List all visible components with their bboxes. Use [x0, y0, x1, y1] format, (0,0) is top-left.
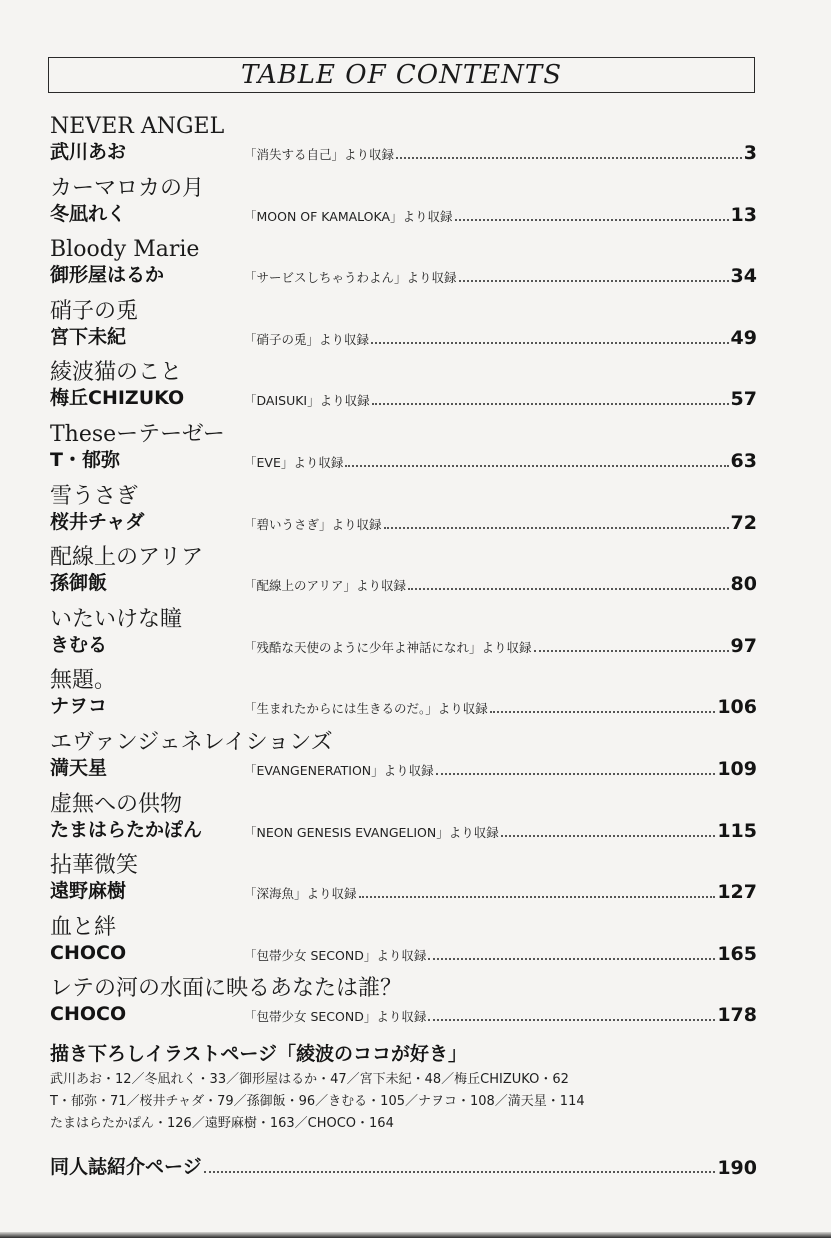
toc-entry	[50, 730, 757, 792]
entry-page-number: 106	[717, 696, 757, 719]
entry-author: たまはらたかぽん	[50, 818, 203, 841]
entry-page-number: 63	[730, 450, 757, 472]
entry-author: 桜井チャダ	[50, 510, 145, 533]
entry-author: 宮下未紀	[50, 325, 127, 348]
dot-leader	[436, 773, 716, 775]
entry-page-number: 115	[717, 819, 757, 842]
entry-page-number: 72	[730, 511, 757, 534]
page-title: TABLE OF CONTENTS	[240, 60, 563, 90]
toc-entry	[50, 915, 757, 977]
entry-page-number: 3	[743, 142, 757, 164]
entry-source-line	[244, 758, 757, 780]
toc-entry	[50, 484, 757, 546]
entry-author: 梅丘CHIZUKO	[50, 387, 185, 410]
entry-page-number: 97	[730, 634, 757, 657]
entry-page-number: 109	[717, 758, 757, 780]
entry-title: カーマロカの月	[50, 175, 205, 201]
entry-source: 「EVE」より収録	[244, 455, 344, 470]
entry-author: 遠野麻樹	[50, 880, 127, 903]
dot-leader	[372, 403, 729, 405]
toc-entry	[50, 176, 757, 238]
entry-source-line	[244, 881, 757, 903]
entry-source-line	[244, 573, 757, 595]
toc-entry	[50, 237, 757, 299]
dot-leader	[384, 527, 729, 529]
entry-source: 「包帯少女 SECOND」より収録	[244, 1009, 427, 1025]
entry-title: NEVER ANGEL	[50, 114, 225, 139]
dot-leader	[408, 588, 729, 590]
entry-source: 「残酷な天使のように少年よ神話になれ」より収録	[244, 639, 532, 655]
dot-leader	[359, 896, 716, 898]
entry-page-number: 13	[730, 203, 757, 226]
illustration-section-title: 描き下ろしイラストページ「綾波のココが好き」	[50, 1043, 468, 1065]
entry-source-line	[244, 1004, 757, 1026]
entry-title: いたいけな瞳	[50, 606, 183, 632]
entry-title: 血と絆	[50, 914, 117, 940]
entry-author: 満天星	[50, 757, 108, 779]
entry-source: 「サービスしちゃうわよん」より収録	[244, 270, 457, 286]
entry-source-line	[244, 204, 757, 226]
entry-page-number: 127	[717, 881, 757, 904]
entry-author: CHOCO	[50, 941, 127, 964]
entry-title: Bloody Marie	[50, 237, 200, 263]
entry-page-number: 49	[730, 326, 757, 349]
toc-entry	[50, 792, 757, 854]
toc-entry	[50, 114, 757, 176]
entry-title: 雪うさぎ	[50, 483, 139, 509]
entry-source-line	[244, 696, 757, 718]
page-bottom-edge	[0, 1232, 831, 1238]
entry-title: 拈華微笑	[50, 853, 139, 879]
toc-header-box	[48, 57, 755, 93]
entry-source: 「EVANGENERATION」より収録	[244, 763, 434, 778]
doujinshi-page-number: 190	[717, 1157, 757, 1179]
dot-leader	[345, 465, 728, 467]
entry-page-number: 34	[730, 265, 757, 288]
entry-title: 無題。	[50, 668, 117, 694]
dot-leader	[459, 280, 729, 282]
entry-page-number: 57	[730, 388, 757, 411]
entry-page-number: 165	[717, 942, 757, 965]
dot-leader	[396, 157, 742, 159]
toc-entry	[50, 422, 757, 484]
entry-source-line	[244, 635, 757, 657]
entry-source-line	[244, 512, 757, 534]
illustration-line: T・郁弥・71／桜井チャダ・79／孫御飯・96／きむる・105／ナヲコ・108／満天星・114	[50, 1094, 585, 1109]
entry-source: 「生まれたからには生きるのだ。」より収録	[244, 701, 488, 717]
entry-author: ナヲコ	[50, 695, 108, 718]
dot-leader	[428, 958, 715, 960]
entry-author: 孫御飯	[50, 572, 108, 595]
entry-source-line	[244, 943, 757, 965]
doujinshi-label: 同人誌紹介ページ	[50, 1156, 202, 1178]
entry-author: 冬凪れく	[50, 202, 127, 225]
entry-source: 「MOON OF KAMALOKA」より収録	[244, 208, 453, 224]
toc-entry	[50, 668, 757, 730]
toc-entry	[50, 545, 757, 607]
doujinshi-entry	[50, 1155, 757, 1179]
entry-page-number: 80	[730, 573, 757, 596]
entry-author: きむる	[50, 633, 108, 656]
entry-source: 「消失する自己」より収録	[244, 147, 395, 162]
entry-source-line	[244, 820, 757, 842]
entry-source: 「硝子の兎」より収録	[244, 331, 370, 347]
entry-source: 「碧いうさぎ」より収録	[244, 516, 382, 532]
entry-source-line	[244, 142, 757, 164]
entry-title: 虚無への供物	[50, 791, 183, 817]
entry-author: CHOCO	[50, 1003, 127, 1026]
entry-source-line	[244, 388, 757, 410]
toc-entry	[50, 360, 757, 422]
entry-author: 御形屋はるか	[50, 264, 165, 287]
entry-source: 「NEON GENESIS EVANGELION」より収録	[244, 824, 499, 840]
entry-author: T・郁弥	[50, 449, 120, 471]
entry-source: 「DAISUKI」より収録	[244, 393, 370, 409]
entry-source: 「包帯少女 SECOND」より収録	[244, 947, 427, 963]
entry-title: Theseーテーゼー	[50, 422, 225, 447]
toc-entry	[50, 853, 757, 915]
entry-title: レテの河の水面に映るあなたは誰？	[50, 976, 403, 1002]
toc-entry	[50, 299, 757, 361]
entry-title: 硝子の兎	[50, 298, 139, 324]
dot-leader	[371, 342, 729, 344]
dot-leader	[204, 1171, 716, 1173]
entry-source-line	[244, 327, 757, 349]
entry-title: エヴァンジェネレイションズ	[50, 730, 333, 755]
illustration-line: たまはらたかぽん・126／遠野麻樹・163／CHOCO・164	[50, 1116, 394, 1131]
entry-source-line	[244, 265, 757, 287]
entry-source: 「深海魚」より収録	[244, 886, 357, 902]
entry-source-line	[244, 450, 757, 472]
dot-leader	[428, 1019, 715, 1021]
illustration-line: 武川あお・12／冬凪れく・33／御形屋はるか・47／宮下未紀・48／梅丘CHIZUKO・62	[50, 1072, 569, 1087]
dot-leader	[455, 219, 729, 221]
entry-title: 配線上のアリア	[50, 545, 204, 571]
entry-source: 「配線上のアリア」より収録	[244, 578, 407, 594]
entry-author: 武川あお	[50, 141, 127, 163]
toc-entry	[50, 976, 757, 1038]
entry-title: 綾波猫のこと	[50, 360, 183, 386]
dot-leader	[534, 650, 729, 652]
entry-page-number: 178	[717, 1004, 757, 1027]
dot-leader	[490, 711, 716, 713]
dot-leader	[501, 835, 716, 837]
toc-entry	[50, 607, 757, 669]
